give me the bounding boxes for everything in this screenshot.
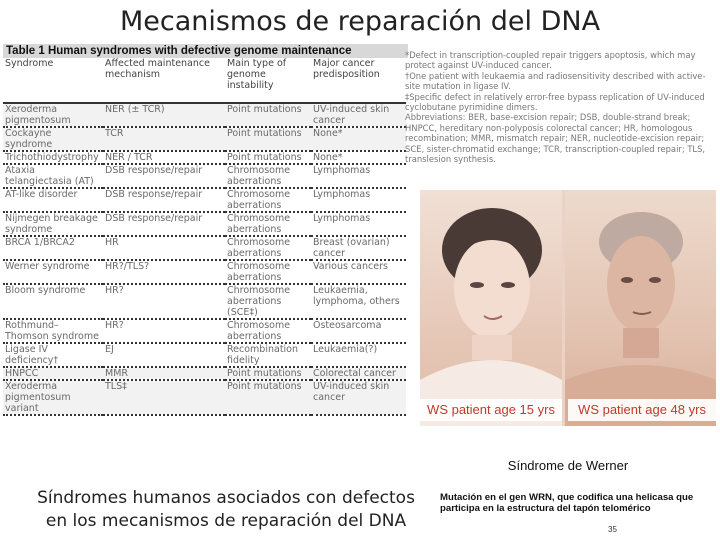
table-row xyxy=(3,103,406,127)
older-patient-portrait xyxy=(565,190,716,426)
cell-cancer: Osteosarcoma xyxy=(311,319,406,343)
cell-mechanism: HR? xyxy=(103,284,225,319)
cell-mechanism: EJ xyxy=(103,343,225,367)
cell-cancer: Lymphomas xyxy=(311,212,406,236)
table-row xyxy=(3,151,406,164)
cell-syndrome: BRCA 1/BRCA2 xyxy=(3,236,103,260)
cell-cancer: Various cancers xyxy=(311,260,406,284)
table-body xyxy=(3,103,406,415)
table-row xyxy=(3,367,406,380)
table-row xyxy=(3,343,406,367)
photo-caption-old: WS patient age 48 yrs xyxy=(568,399,716,421)
slide-title: Mecanismos de reparación del DNA xyxy=(119,6,601,37)
syndromes-table-panel xyxy=(3,44,408,480)
cell-syndrome: Ataxia telangiectasia (AT) xyxy=(3,164,103,188)
cell-mechanism: NER / TCR xyxy=(103,151,225,164)
cell-mechanism: HR? xyxy=(103,319,225,343)
table-row xyxy=(3,236,406,260)
older-face-illustration xyxy=(565,190,716,426)
cell-mechanism: HR xyxy=(103,236,225,260)
table-header-row xyxy=(3,58,406,103)
table-row xyxy=(3,212,406,236)
table-row xyxy=(3,127,406,151)
cell-cancer: UV-induced skin cancer xyxy=(311,103,406,127)
young-face-illustration xyxy=(420,190,562,426)
cell-cancer: None* xyxy=(311,127,406,151)
footnote: Abbreviations: BER, base-excision repair; DSB, double-strand break; HNPCC, hereditary non-polyposis colorectal cancer; HR, homologous recombination; MMR, mismatch repair; NER, nucleotide-excision repair; SCE, sister-chromatid exchange; TCR, transcription-coupled repair; TLS, translesion synthesis. xyxy=(405,112,706,165)
cell-instability: Point mutations xyxy=(225,380,311,415)
cell-syndrome: Xeroderma pigmentosum variant xyxy=(3,380,103,415)
cell-syndrome: Xeroderma pigmentosum xyxy=(3,103,103,127)
cell-instability: Chromosome aberrations xyxy=(225,236,311,260)
syndromes-table xyxy=(3,58,406,416)
photo-caption-young: WS patient age 15 yrs xyxy=(420,399,562,421)
cell-instability: Recombination fidelity xyxy=(225,343,311,367)
young-patient-portrait xyxy=(420,190,562,426)
cell-instability: Point mutations xyxy=(225,103,311,127)
cell-cancer: Lymphomas xyxy=(311,188,406,212)
cell-syndrome: Rothmund–Thomson syndrome xyxy=(3,319,103,343)
cell-instability: Point mutations xyxy=(225,367,311,380)
cell-mechanism: DSB response/repair xyxy=(103,212,225,236)
table-row xyxy=(3,380,406,415)
cell-cancer: UV-induced skin cancer xyxy=(311,380,406,415)
cell-syndrome: Werner syndrome xyxy=(3,260,103,284)
table-footnotes xyxy=(405,50,720,164)
werner-syndrome-title: Síndrome de Werner xyxy=(507,458,629,473)
cell-cancer: None* xyxy=(311,151,406,164)
table-row xyxy=(3,284,406,319)
table-row xyxy=(3,164,406,188)
cell-syndrome: Cockayne syndrome xyxy=(3,127,103,151)
cell-mechanism: TCR xyxy=(103,127,225,151)
cell-instability: Chromosome aberrations xyxy=(225,212,311,236)
cell-instability: Chromosome aberrations xyxy=(225,164,311,188)
cell-mechanism: DSB response/repair xyxy=(103,164,225,188)
cell-cancer: Colorectal cancer xyxy=(311,367,406,380)
cell-instability: Chromosome aberrations xyxy=(225,319,311,343)
cell-cancer: Breast (ovarian) cancer xyxy=(311,236,406,260)
cell-syndrome: Bloom syndrome xyxy=(3,284,103,319)
table-row xyxy=(3,319,406,343)
header-cancer: Major cancer predisposition xyxy=(311,58,406,103)
cell-mechanism: HR?/TLS? xyxy=(103,260,225,284)
cell-syndrome: Ligase IV deficiency† xyxy=(3,343,103,367)
footnote: *Defect in transcription-coupled repair triggers apoptosis, which may protect against UV-induced cancer. xyxy=(405,50,696,71)
table-row xyxy=(3,188,406,212)
cell-mechanism: NER (± TCR) xyxy=(103,103,225,127)
cell-mechanism: MMR xyxy=(103,367,225,380)
cell-syndrome: AT-like disorder xyxy=(3,188,103,212)
header-syndrome: Syndrome xyxy=(3,58,103,103)
slide-left-caption: Síndromes humanos asociados con defectos en los mecanismos de reparación del DNA xyxy=(37,488,415,531)
page-number: 35 xyxy=(608,525,617,534)
cell-cancer: Lymphomas xyxy=(311,164,406,188)
slide-right-caption: Mutación en el gen WRN, que codifica una helicasa que participa en la estructura del tapón telomérico xyxy=(440,492,694,514)
header-instability: Main type of genome instability xyxy=(225,58,311,103)
header-mechanism: Affected maintenance mechanism xyxy=(103,58,225,103)
cell-mechanism: TLS‡ xyxy=(103,380,225,415)
cell-cancer: Leukaemia(?) xyxy=(311,343,406,367)
werner-patient-photo xyxy=(420,190,716,426)
cell-syndrome: HNPCC xyxy=(3,367,103,380)
table-caption: Table 1 Human syndromes with defective genome maintenance xyxy=(3,44,408,58)
cell-instability: Chromosome aberrations xyxy=(225,188,311,212)
cell-instability: Chromosome aberrations xyxy=(225,260,311,284)
footnote: ‡Specific defect in relatively error-free bypass replication of UV-induced cyclobutane pyrimidine dimers. xyxy=(405,91,705,113)
cell-instability: Point mutations xyxy=(225,151,311,164)
cell-syndrome: Nijmegen breakage syndrome xyxy=(3,212,103,236)
cell-cancer: Leukaemia, lymphoma, others xyxy=(311,284,406,319)
cell-mechanism: DSB response/repair xyxy=(103,188,225,212)
cell-instability: Point mutations xyxy=(225,127,311,151)
cell-instability: Chromosome aberrations (SCE‡) xyxy=(225,284,311,319)
footnote: †One patient with leukaemia and radiosensitivity described with active-site mutation in ligase IV. xyxy=(405,70,706,92)
cell-syndrome: Trichothiodystrophy xyxy=(3,151,103,164)
table-row xyxy=(3,260,406,284)
